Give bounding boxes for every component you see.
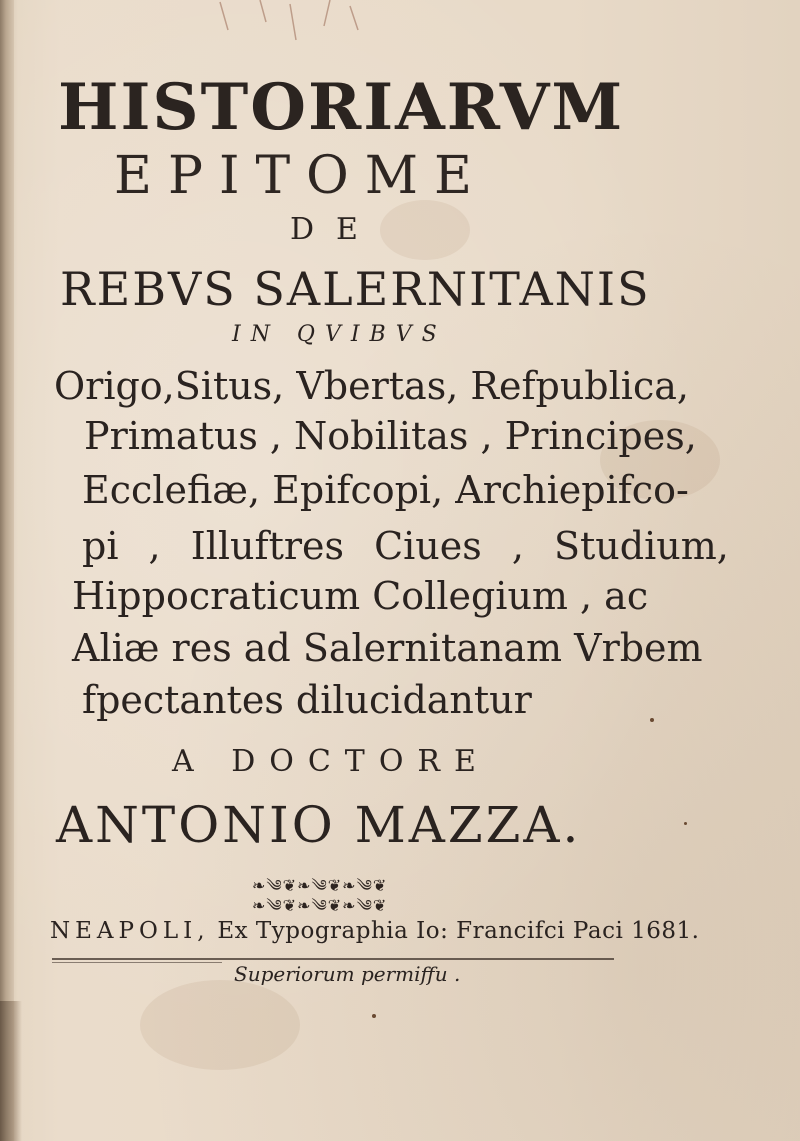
imprint-line (50, 918, 699, 944)
title-line-a-doctore: A DOCTORE (172, 744, 490, 779)
printers-ornament-row: ❧༄❦❧༄❦❧༄❦ (252, 876, 388, 895)
imprint-privilege: Superiorum permiffu . (234, 962, 461, 986)
title-line-in-quibus: IN QVIBVS (232, 322, 447, 347)
body-line: pi , Illuftres Ciues , Studium, (82, 524, 729, 568)
body-line: Ecclefiæ, Epifcopi, Archiepifco- (82, 468, 689, 512)
body-line: fpectantes dilucidantur (82, 678, 532, 722)
imprint-printer: Ex Typographia Io: Francifci Paci 1681. (217, 918, 700, 944)
ink-speck (684, 822, 687, 825)
paper-stain (140, 980, 300, 1070)
imprint-rule (52, 958, 614, 960)
binding-shadow (0, 1001, 22, 1141)
binding-gutter (0, 0, 14, 1141)
paper-stain (380, 200, 470, 260)
body-line: Origo,Situs, Vbertas, Refpublica, (54, 364, 689, 408)
title-line-rebus-salernitanis: REBVS SALERNITANIS (60, 262, 651, 316)
author-name: ANTONIO MAZZA. (56, 796, 582, 854)
title-line-epitome: EPITOME (114, 146, 489, 206)
body-line: Hippocraticum Collegium , ac (72, 574, 649, 618)
imprint-rule-short (52, 962, 222, 963)
title-line-historiarum: HISTORIARVM (58, 70, 625, 145)
body-line: Aliæ res ad Salernitanam Vrbem (72, 626, 703, 670)
body-line: Primatus , Nobilitas , Principes, (84, 414, 697, 458)
ink-speck (372, 1014, 376, 1018)
ink-bleed-mark (200, 0, 380, 48)
imprint-city: NEAPOLI, (50, 918, 210, 944)
printers-ornament-row: ❧༄❦❧༄❦❧༄❦ (252, 896, 388, 915)
ink-speck (650, 718, 654, 722)
title-line-de: DE (290, 212, 380, 247)
